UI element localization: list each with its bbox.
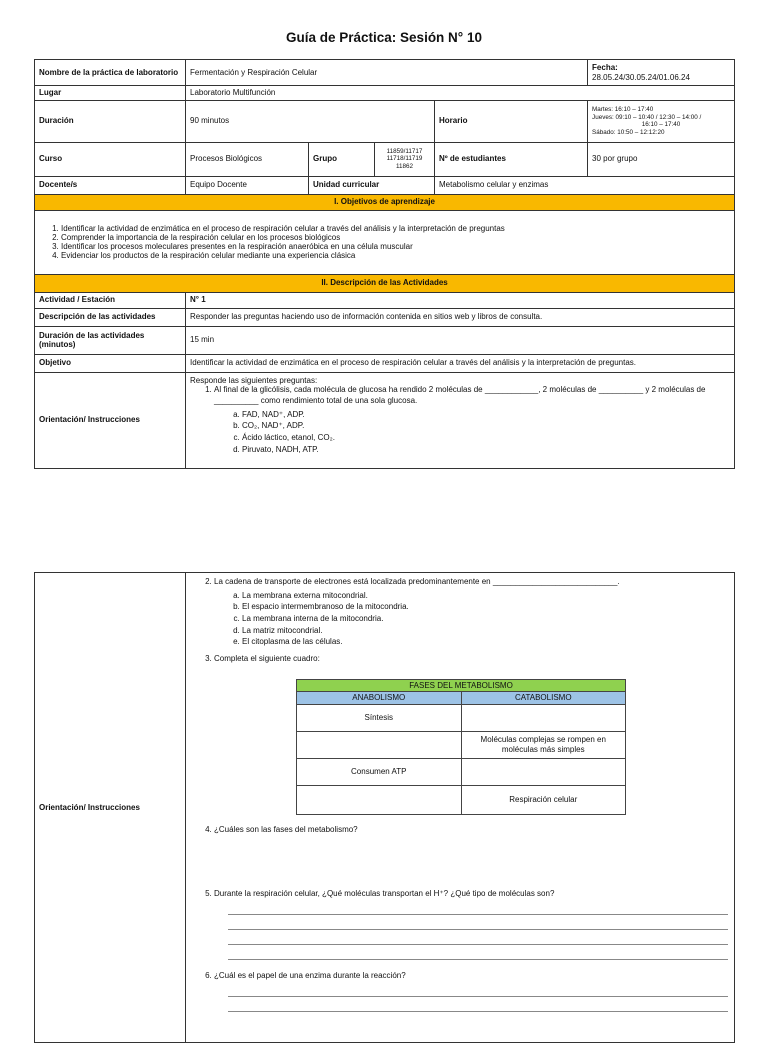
answer-line[interactable] — [228, 900, 728, 915]
schedule-line: Martes: 16:10 – 17:40 — [592, 106, 654, 113]
option-item: b. CO₂, NAD⁺, ADP. — [242, 420, 730, 432]
students-label: Nº de estudiantes — [435, 142, 588, 176]
option-item: e. El citoplasma de las células. — [242, 636, 730, 648]
table-cell: Moléculas complejas se rompen en moléculas más simples — [461, 731, 626, 758]
orientation-label: Orientación/ Instrucciones — [35, 372, 186, 468]
group-line: 11862 — [395, 162, 414, 170]
practice-name-label: Nombre de la práctica de laboratorio — [35, 60, 186, 86]
table-cell[interactable] — [297, 731, 462, 758]
group-line: 11859/11717 — [386, 147, 423, 155]
date-label: Fecha: — [592, 62, 618, 72]
objective-item: 2. Comprender la importancia de la respiración celular en los procesos biológicos — [61, 233, 730, 242]
objective-value: Identificar la actividad de enzimática en el proceso de respiración celular a través del análisis y la interpretación de preguntas. — [186, 354, 735, 372]
activity-duration-value: 15 min — [186, 326, 735, 354]
option-item: d. La matriz mitocondrial. — [242, 625, 730, 637]
answer-line[interactable] — [228, 915, 728, 930]
question-3 — [214, 654, 730, 815]
schedule-value — [588, 100, 735, 142]
option-item: d. Piruvato, NADH, ATP. — [242, 444, 730, 456]
question-4-text: ¿Cuáles son las fases del metabolismo? — [214, 824, 358, 834]
catabolism-header: CATABOLISMO — [461, 692, 626, 705]
activities-heading: II. Descripción de las Actividades — [35, 274, 735, 292]
activity-value: N° 1 — [186, 292, 735, 308]
question-3-text: Completa el siguiente cuadro: — [214, 653, 320, 663]
metabolism-table — [296, 679, 626, 815]
students-value: 30 por grupo — [588, 142, 735, 176]
question-5-text: Durante la respiración celular, ¿Qué moléculas transportan el H⁺? ¿Qué tipo de moléculas son? — [214, 888, 555, 898]
question-4 — [214, 825, 730, 883]
practice-name-value: Fermentación y Respiración Celular — [186, 60, 588, 86]
place-label: Lugar — [35, 86, 186, 101]
question-list — [190, 385, 730, 455]
teacher-label: Docente/s — [35, 176, 186, 194]
answer-line[interactable] — [228, 930, 728, 945]
option-item: c. Ácido láctico, etanol, CO₂. — [242, 432, 730, 444]
schedule-line: Jueves: 09:10 – 10:40 / 12:30 – 14:00 / — [592, 113, 702, 121]
schedule-line: 16:10 – 17:40 — [641, 121, 681, 129]
question-1-text: Al final de la glicólisis, cada molécula de glucosa ha rendido 2 moléculas de ____________, 2 moléculas de __________ y 2 moléculas de __________ como rendimiento total de una sola glucosa. — [214, 385, 706, 405]
question-2 — [214, 577, 730, 648]
objectives-heading: I. Objetivos de aprendizaje — [35, 194, 735, 210]
table-cell[interactable] — [297, 785, 462, 814]
option-item: c. La membrana interna de la mitocondria. — [242, 613, 730, 625]
answer-line[interactable] — [228, 997, 728, 1012]
question-list-2 — [190, 577, 730, 1012]
objective-label: Objetivo — [35, 354, 186, 372]
unit-label: Unidad curricular — [309, 176, 435, 194]
duration-value: 90 minutos — [186, 100, 435, 142]
duration-label: Duración — [35, 100, 186, 142]
unit-value: Metabolismo celular y enzimas — [435, 176, 735, 194]
group-line: 11718/11719 — [386, 155, 423, 163]
course-label: Curso — [35, 142, 186, 176]
date-value: 28.05.24/30.05.24/01.06.24 — [592, 72, 690, 82]
objectives-list — [39, 224, 730, 261]
metabolism-table-title: FASES DEL METABOLISMO — [297, 679, 626, 692]
question-5 — [214, 889, 730, 965]
table-cell[interactable] — [461, 758, 626, 785]
objective-item: 4. Evidenciar los productos de la respiración celular mediante una experiencia clásica — [61, 251, 730, 260]
answer-line[interactable] — [228, 945, 728, 960]
description-label: Descripción de las actividades — [35, 308, 186, 326]
option-item: a. FAD, NAD⁺, ADP. — [242, 409, 730, 421]
objectives-list-cell — [35, 210, 735, 274]
schedule-line: Sábado: 10:50 – 12:12:20 — [592, 128, 665, 136]
anabolism-header: ANABOLISMO — [297, 692, 462, 705]
description-value: Responder las preguntas haciendo uso de información contenida en sitios web y libros de consulta. — [186, 308, 735, 326]
objective-item: 1. Identificar la actividad de enzimática en el proceso de respiración celular a través del análisis y la interpretación de preguntas — [61, 224, 730, 233]
group-value — [375, 142, 435, 176]
orientation-cell — [186, 372, 735, 468]
question-1-options — [214, 409, 730, 455]
activity-label: Actividad / Estación — [35, 292, 186, 308]
questions-intro: Responde las siguientes preguntas: — [190, 375, 318, 385]
table-cell: Respiración celular — [461, 785, 626, 814]
group-label: Grupo — [309, 142, 375, 176]
option-item: a. La membrana externa mitocondrial. — [242, 590, 730, 602]
orientation-label-2: Orientación/ Instrucciones — [35, 573, 186, 1043]
teacher-value: Equipo Docente — [186, 176, 309, 194]
question-6-text: ¿Cuál es el papel de una enzima durante la reacción? — [214, 970, 406, 980]
page-title: Guía de Práctica: Sesión N° 10 — [286, 30, 482, 45]
question-6 — [214, 971, 730, 1012]
date-cell — [588, 60, 735, 86]
question-2-options — [214, 590, 730, 648]
orientation-cell-2 — [186, 573, 735, 1043]
course-value: Procesos Biológicos — [186, 142, 309, 176]
answer-line[interactable] — [228, 982, 728, 997]
objective-item: 3. Identificar los procesos moleculares presentes en la respiración anaeróbica en una célula muscular — [61, 242, 730, 251]
question-2-text: La cadena de transporte de electrones está localizada predominantemente en ____________________________. — [214, 577, 620, 586]
table-cell: Consumen ATP — [297, 758, 462, 785]
schedule-label: Horario — [435, 100, 588, 142]
place-value: Laboratorio Multifunción — [186, 86, 735, 101]
activity-duration-label: Duración de las actividades (minutos) — [35, 326, 186, 354]
option-item: b. El espacio intermembranoso de la mitocondria. — [242, 601, 730, 613]
question-1 — [214, 385, 730, 455]
questions-continued-table — [34, 572, 735, 1043]
session-info-table — [34, 59, 735, 469]
table-cell[interactable] — [461, 704, 626, 731]
table-cell: Síntesis — [297, 704, 462, 731]
